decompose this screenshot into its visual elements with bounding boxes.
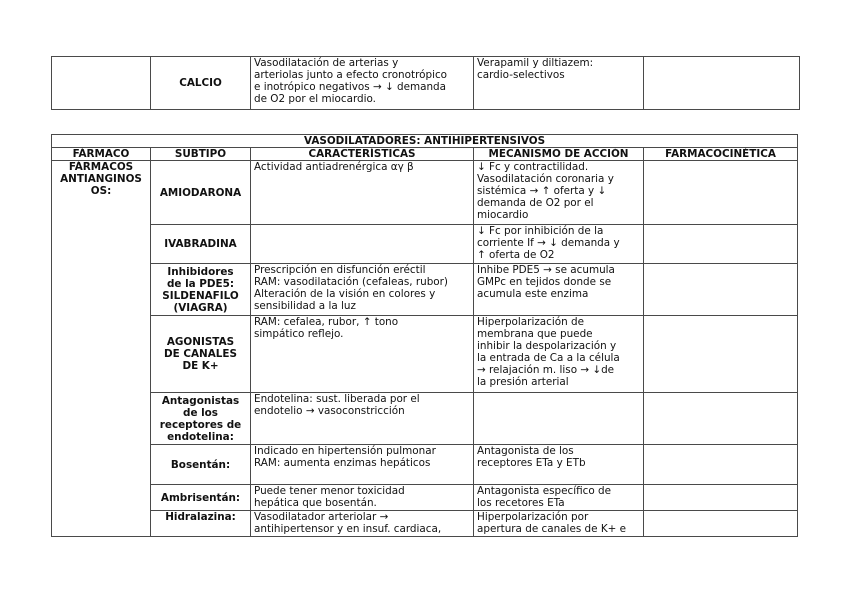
text-line: Actividad antiadrenérgica αγ β [254,161,414,173]
text-line: apertura de canales de K+ e [477,523,627,535]
text-line: los recetores ETa [477,497,565,509]
table-row [52,264,798,316]
table-row [52,316,798,393]
subtipo-label: DE CANALES [164,348,237,360]
table-row [52,161,798,225]
group-label-cell [52,161,151,537]
table-row [52,511,798,537]
vasodilatadores-table [51,134,798,537]
text-line: Indicado en hipertensión pulmonar [254,445,436,457]
subtipo-label: SILDENAFILO [162,289,239,302]
text-line: Puede tener menor toxicidad [254,485,405,497]
subtipo-label: AGONISTAS [166,336,235,348]
text-line: de O2 por el miocardio. [254,93,376,105]
farmacocinetica-cell [644,445,798,485]
text-line: Vasodilatación de arterias y [254,57,399,69]
caracteristicas-cell [251,161,474,225]
caracteristicas-cell [251,225,474,264]
text-line: membrana que puede [477,328,593,340]
text-line: la presión arterial [477,376,569,388]
text-line: antihipertensor y en insuf. cardiaca, [254,523,442,535]
text-line: Hiperpolarización de [477,316,584,328]
farmacocinetica-cell [644,225,798,264]
table-row [52,445,798,485]
text-line: RAM: aumenta enzimas hepáticos [254,457,431,469]
mecanismo-cell [474,57,644,110]
text-line: miocardio [477,209,529,221]
text-line: Endotelina: sust. liberada por el [254,393,420,405]
group-label: ANTIANGINOS [60,173,142,185]
text-line: RAM: cefalea, rubor, ↑ tono [254,316,399,328]
caracteristicas-cell [251,393,474,445]
subtipo-cell [151,485,251,511]
text-line: la entrada de Ca a la célula [477,352,620,364]
subtipo-label: Inhibidores [167,265,234,278]
text-line: ↑ oferta de O2 [477,249,555,261]
mecanismo-cell [474,264,644,316]
mecanismo-cell [474,511,644,537]
header-caracteristicas: CARACTERÍSTICAS [251,148,474,161]
header-farmaco: FÁRMACO [52,148,151,161]
subtipo-cell [151,161,251,225]
text-line: RAM: vasodilatación (cefaleas, rubor) [254,276,448,288]
text-line: Vasodilatador arteriolar → [254,511,389,523]
table-title: VASODILATADORES: ANTIHIPERTENSIVOS [52,135,798,148]
table-row [52,225,798,264]
table-row [52,393,798,445]
text-line: Verapamil y diltiazem: [477,57,594,69]
calcio-table [51,56,800,110]
table-title-row [52,135,798,148]
subtipo-label: Ambrisentán: [160,491,241,504]
caracteristicas-cell [251,57,474,110]
text-line: GMPc en tejidos donde se [477,276,612,288]
text-line: hepática que bosentán. [254,497,377,509]
caracteristicas-cell [251,264,474,316]
subtipo-label: DE K+ [182,360,219,372]
header-mecanismo: MECANISMO DE ACCIÓN [474,148,644,161]
text-line: demanda de O2 por el [477,197,594,209]
caracteristicas-cell [251,445,474,485]
text-line: acumula este enzima [477,288,589,300]
header-subtipo: SUBTIPO [151,148,251,161]
subtipo-cell [151,225,251,264]
caracteristicas-cell [251,511,474,537]
text-line: simpático reflejo. [254,328,344,340]
subtipo-cell [151,511,251,537]
subtipo-cell [151,264,251,316]
subtipo-label: de los [183,406,218,419]
subtipo-cell [151,393,251,445]
text-line: Alteración de la visión en colores y [254,288,436,300]
text-line: Inhibe PDE5 → se acumula [477,264,615,276]
farmaco-cell [52,57,151,110]
text-line: corriente If → ↓ demanda y [477,237,620,249]
subtipo-label: Antagonistas [161,394,240,407]
group-label: FÁRMACOS [68,161,134,173]
text-line: arteriolas junto a efecto cronotrópico [254,69,448,81]
text-line: Antagonista específico de [477,485,612,497]
text-line: cardio-selectivos [477,69,565,81]
subtipo-label: AMIODARONA [159,186,242,199]
subtipo-label: CALCIO [179,77,222,89]
table-header-row [52,148,798,161]
header-farmacocinetica: FARMACOCINÉTICA [644,148,798,161]
subtipo-label: (VIAGRA) [173,301,228,314]
mecanismo-cell [474,161,644,225]
caracteristicas-cell [251,485,474,511]
subtipo-label: Hidralazina: [165,511,236,523]
farmacocinetica-cell [644,393,798,445]
table-row [52,485,798,511]
text-line: sensibilidad a la luz [254,300,356,312]
farmacocinetica-cell [644,264,798,316]
mecanismo-cell [474,316,644,393]
text-line: sistémica → ↑ oferta y ↓ [477,185,607,197]
farmacocinetica-cell [644,57,800,110]
farmacocinetica-cell [644,511,798,537]
text-line: receptores ETa y ETb [477,457,586,469]
subtipo-cell [151,57,251,110]
mecanismo-cell [474,393,644,445]
subtipo-label: IVABRADINA [164,238,237,250]
text-line: Hiperpolarización por [477,511,589,523]
subtipo-label: de la PDE5: [166,277,235,290]
farmacocinetica-cell [644,316,798,393]
group-label: OS: [90,185,112,197]
mecanismo-cell [474,225,644,264]
subtipo-label: endotelina: [167,430,234,443]
text-line: Vasodilatación coronaria y [477,173,614,185]
table-row [52,57,800,110]
subtipo-cell [151,445,251,485]
farmacocinetica-cell [644,161,798,225]
mecanismo-cell [474,485,644,511]
text-line: inhibir la despolarización y [477,340,617,352]
subtipo-cell [151,316,251,393]
text-line: ↓ Fc por inhibición de la [477,225,604,237]
text-line: → relajación m. liso → ↓de [477,364,615,376]
subtipo-label: Bosentán: [170,458,231,471]
text-line: e inotrópico negativos → ↓ demanda [254,81,447,93]
text-line: Antagonista de los [477,445,574,457]
mecanismo-cell [474,445,644,485]
text-line: endotelio → vasoconstricción [254,405,405,417]
text-line: ↓ Fc y contractilidad. [477,161,589,173]
farmacocinetica-cell [644,485,798,511]
subtipo-label: receptores de [159,418,242,431]
text-line: Prescripción en disfunción eréctil [254,264,426,276]
caracteristicas-cell [251,316,474,393]
